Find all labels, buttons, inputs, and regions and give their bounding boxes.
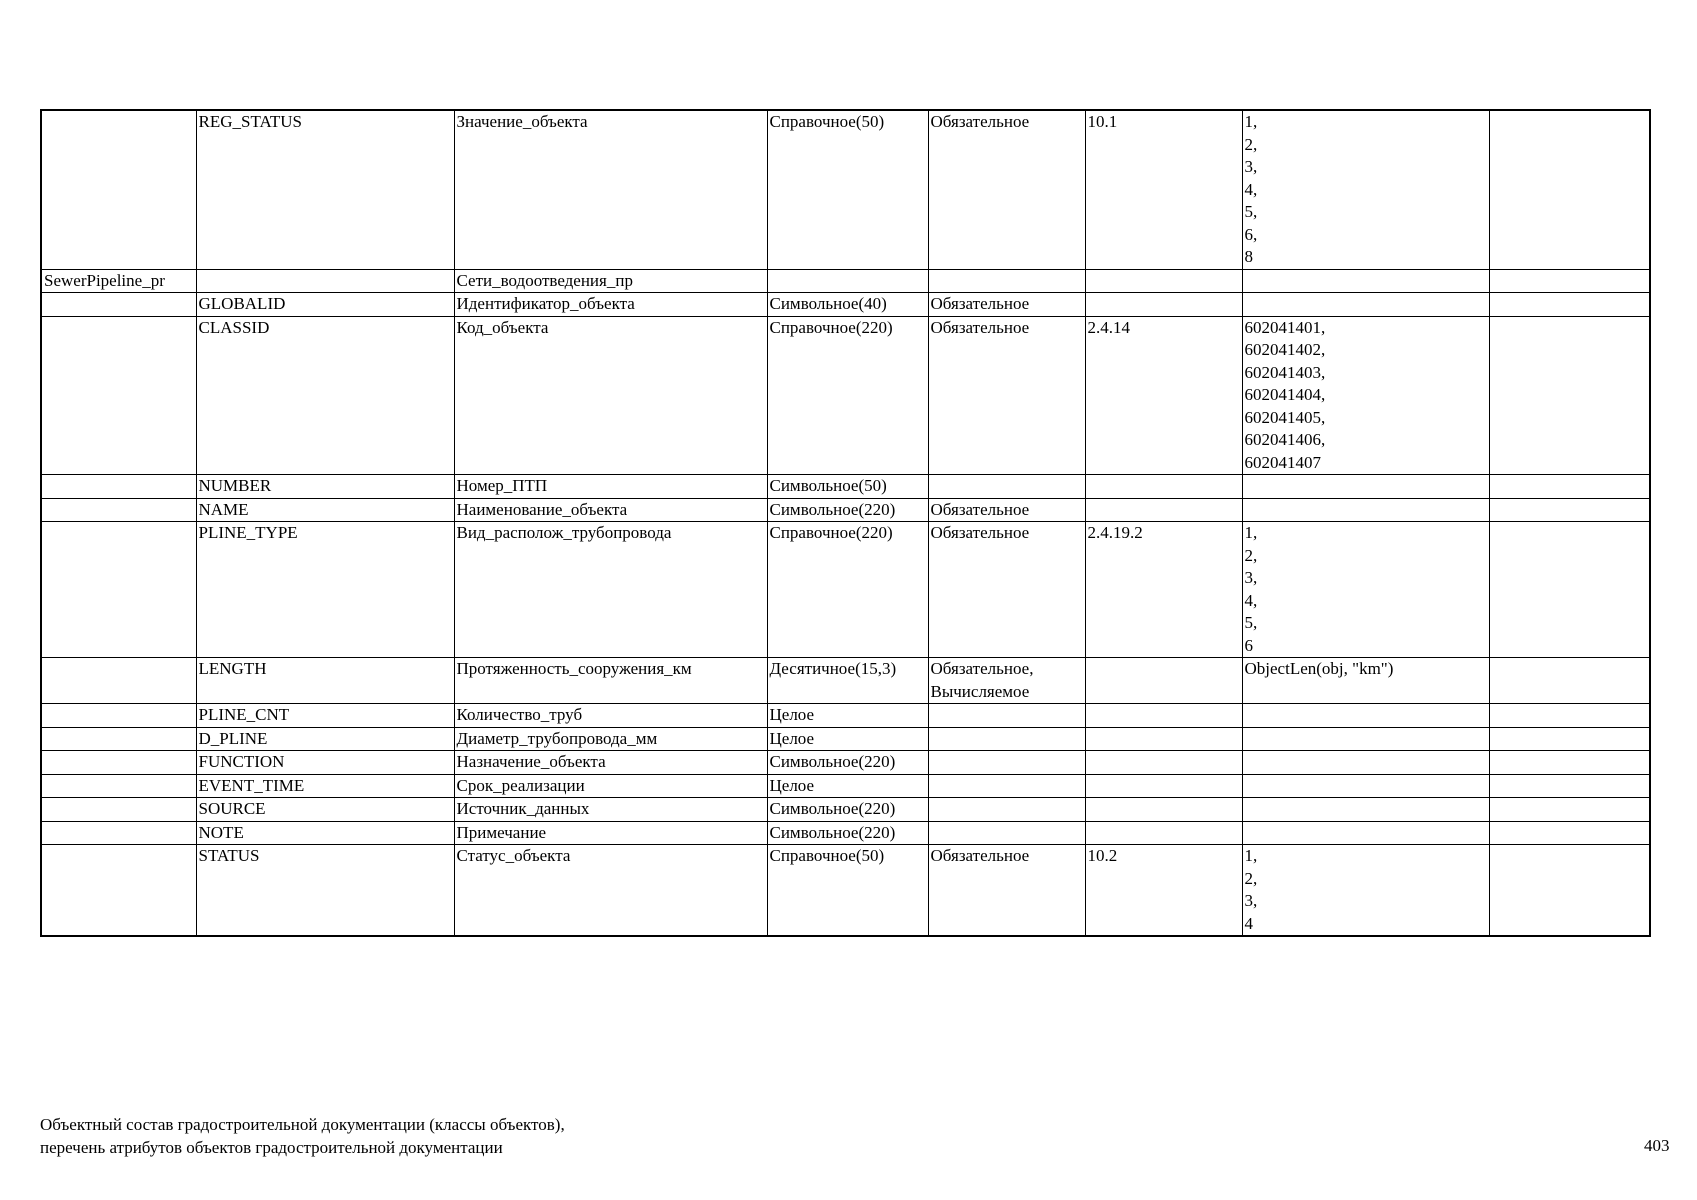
note-cell xyxy=(1489,110,1650,269)
reference-code-cell: 2.4.14 xyxy=(1085,316,1242,475)
field-required-cell xyxy=(928,821,1085,845)
field-name-cell: D_PLINE xyxy=(196,727,454,751)
table-row xyxy=(41,658,1650,704)
note-cell xyxy=(1489,293,1650,317)
field-required-cell xyxy=(928,727,1085,751)
table-row xyxy=(41,798,1650,822)
table-row xyxy=(41,774,1650,798)
field-required-line: Обязательное xyxy=(930,112,1030,131)
table-row xyxy=(41,475,1650,499)
field-type-cell: Символьное(50) xyxy=(767,475,928,499)
field-alias-cell: Источник_данных xyxy=(454,798,767,822)
table-row xyxy=(41,316,1650,475)
note-cell xyxy=(1489,845,1650,937)
allowed-values-cell xyxy=(1242,110,1489,269)
allowed-values-line: 602041406, xyxy=(1244,430,1326,449)
allowed-values-cell xyxy=(1242,498,1489,522)
field-type-cell: Символьное(220) xyxy=(767,498,928,522)
field-type-cell: Символьное(40) xyxy=(767,293,928,317)
allowed-values-line: 602041401, xyxy=(1244,317,1326,337)
object-class-cell xyxy=(41,498,196,522)
field-required-line: Обязательное xyxy=(930,846,1030,865)
object-class-cell xyxy=(41,821,196,845)
field-required-line: Обязательное, xyxy=(930,659,1034,678)
allowed-values-cell xyxy=(1242,727,1489,751)
object-class-cell: SewerPipeline_pr xyxy=(41,269,196,293)
field-alias-cell: Вид_располож_трубопровода xyxy=(454,522,767,658)
field-required-cell xyxy=(928,110,1085,269)
reference-code-cell: 10.1 xyxy=(1085,110,1242,269)
field-required-cell xyxy=(928,751,1085,775)
field-name-cell: SOURCE xyxy=(196,798,454,822)
field-alias-cell: Номер_ПТП xyxy=(454,475,767,499)
footer-caption xyxy=(40,1113,565,1159)
note-cell xyxy=(1489,751,1650,775)
allowed-values-cell xyxy=(1242,522,1489,658)
field-type-cell: Справочное(50) xyxy=(767,845,928,937)
field-name-cell: NAME xyxy=(196,498,454,522)
allowed-values-line: 2, xyxy=(1244,134,1258,154)
reference-code-cell xyxy=(1085,727,1242,751)
field-type-cell: Символьное(220) xyxy=(767,798,928,822)
reference-code-cell xyxy=(1085,498,1242,522)
note-cell xyxy=(1489,269,1650,293)
reference-code-cell: 10.2 xyxy=(1085,845,1242,937)
allowed-values-line: 3, xyxy=(1244,891,1258,910)
field-type-cell: Целое xyxy=(767,774,928,798)
field-alias-cell: Идентификатор_объекта xyxy=(454,293,767,317)
allowed-values-line: 6 xyxy=(1244,635,1253,655)
table-row xyxy=(41,821,1650,845)
allowed-values-cell xyxy=(1242,751,1489,775)
allowed-values-line: 3, xyxy=(1244,568,1258,587)
field-required-line: Обязательное xyxy=(930,294,1030,313)
attribute-table xyxy=(40,109,1651,937)
object-class-cell xyxy=(41,110,196,269)
note-cell xyxy=(1489,522,1650,658)
reference-code-cell xyxy=(1085,475,1242,499)
table-row xyxy=(41,704,1650,728)
field-alias-cell: Диаметр_трубопровода_мм xyxy=(454,727,767,751)
table-row xyxy=(41,293,1650,317)
field-required-cell xyxy=(928,845,1085,937)
note-cell xyxy=(1489,798,1650,822)
allowed-values-cell xyxy=(1242,821,1489,845)
field-name-cell: LENGTH xyxy=(196,658,454,704)
field-alias-cell: Сети_водоотведения_пр xyxy=(454,269,767,293)
field-alias-cell: Количество_труб xyxy=(454,704,767,728)
table-row xyxy=(41,269,1650,293)
reference-code-cell xyxy=(1085,293,1242,317)
allowed-values-line: 1, xyxy=(1244,846,1258,865)
field-type-cell: Справочное(220) xyxy=(767,522,928,658)
allowed-values-line: 2, xyxy=(1244,868,1258,888)
field-alias-cell: Назначение_объекта xyxy=(454,751,767,775)
field-required-cell xyxy=(928,774,1085,798)
field-alias-cell: Примечание xyxy=(454,821,767,845)
field-alias-cell: Протяженность_сооружения_км xyxy=(454,658,767,704)
object-class-cell xyxy=(41,845,196,937)
allowed-values-cell xyxy=(1242,475,1489,499)
note-cell xyxy=(1489,774,1650,798)
allowed-values-cell xyxy=(1242,704,1489,728)
field-name-cell: CLASSID xyxy=(196,316,454,475)
allowed-values-line: 4 xyxy=(1244,913,1253,933)
field-type-cell: Справочное(50) xyxy=(767,110,928,269)
field-name-cell: GLOBALID xyxy=(196,293,454,317)
allowed-values-line: 602041403, xyxy=(1244,362,1326,382)
allowed-values-cell xyxy=(1242,293,1489,317)
allowed-values-line: 1, xyxy=(1244,112,1258,131)
allowed-values-cell xyxy=(1242,798,1489,822)
table-row xyxy=(41,751,1650,775)
allowed-values-cell xyxy=(1242,316,1489,475)
object-class-cell xyxy=(41,751,196,775)
note-cell xyxy=(1489,727,1650,751)
field-type-cell xyxy=(767,269,928,293)
object-class-cell xyxy=(41,475,196,499)
reference-code-cell xyxy=(1085,269,1242,293)
field-type-cell: Десятичное(15,3) xyxy=(767,658,928,704)
note-cell xyxy=(1489,704,1650,728)
field-type-cell: Справочное(220) xyxy=(767,316,928,475)
field-alias-cell: Срок_реализации xyxy=(454,774,767,798)
field-alias-cell: Наименование_объекта xyxy=(454,498,767,522)
field-required-cell xyxy=(928,293,1085,317)
field-name-cell: EVENT_TIME xyxy=(196,774,454,798)
object-class-cell xyxy=(41,798,196,822)
field-type-cell: Целое xyxy=(767,704,928,728)
note-cell xyxy=(1489,658,1650,704)
object-class-cell xyxy=(41,316,196,475)
object-class-cell xyxy=(41,704,196,728)
field-required-line: Обязательное xyxy=(930,499,1030,519)
allowed-values-line: 2, xyxy=(1244,545,1258,565)
allowed-values-line: 8 xyxy=(1244,247,1253,266)
allowed-values-line: 602041407 xyxy=(1244,452,1321,472)
field-required-line: Обязательное xyxy=(930,523,1030,542)
note-cell xyxy=(1489,316,1650,475)
allowed-values-cell xyxy=(1242,658,1489,704)
allowed-values-line: 4, xyxy=(1244,179,1258,199)
field-required-cell xyxy=(928,658,1085,704)
field-required-cell xyxy=(928,475,1085,499)
object-class-cell xyxy=(41,727,196,751)
field-required-cell xyxy=(928,498,1085,522)
reference-code-cell xyxy=(1085,798,1242,822)
field-name-cell: FUNCTION xyxy=(196,751,454,775)
footer-caption-line-1: Объектный состав градостроительной документации (классы объектов), xyxy=(40,1115,565,1134)
allowed-values-cell xyxy=(1242,269,1489,293)
field-name-cell: STATUS xyxy=(196,845,454,937)
note-cell xyxy=(1489,475,1650,499)
field-required-line: Обязательное xyxy=(930,317,1030,337)
field-type-cell: Символьное(220) xyxy=(767,821,928,845)
field-name-cell: NOTE xyxy=(196,821,454,845)
field-alias-cell: Статус_объекта xyxy=(454,845,767,937)
footer-caption-line-2: перечень атрибутов объектов градостроительной документации xyxy=(40,1138,503,1157)
reference-code-cell xyxy=(1085,774,1242,798)
field-name-cell: REG_STATUS xyxy=(196,110,454,269)
allowed-values-line: ObjectLen(obj, "km") xyxy=(1244,659,1394,678)
field-alias-cell: Значение_объекта xyxy=(454,110,767,269)
object-class-cell xyxy=(41,522,196,658)
allowed-values-line: 1, xyxy=(1244,523,1258,542)
note-cell xyxy=(1489,498,1650,522)
table-row xyxy=(41,498,1650,522)
allowed-values-line: 602041404, xyxy=(1244,385,1326,404)
field-required-cell xyxy=(928,704,1085,728)
table-row xyxy=(41,845,1650,937)
allowed-values-line: 4, xyxy=(1244,590,1258,610)
allowed-values-line: 5, xyxy=(1244,202,1258,221)
attribute-table-body xyxy=(41,110,1650,936)
allowed-values-line: 602041405, xyxy=(1244,407,1326,427)
field-required-line: Вычисляемое xyxy=(930,681,1030,701)
table-row xyxy=(41,110,1650,269)
note-cell xyxy=(1489,821,1650,845)
field-name-cell xyxy=(196,269,454,293)
object-class-cell xyxy=(41,658,196,704)
allowed-values-line: 5, xyxy=(1244,613,1258,632)
reference-code-cell xyxy=(1085,658,1242,704)
field-name-cell: PLINE_TYPE xyxy=(196,522,454,658)
reference-code-cell xyxy=(1085,751,1242,775)
allowed-values-line: 602041402, xyxy=(1244,340,1326,359)
object-class-cell xyxy=(41,293,196,317)
field-alias-cell: Код_объекта xyxy=(454,316,767,475)
allowed-values-line: 6, xyxy=(1244,224,1258,244)
table-row xyxy=(41,522,1650,658)
field-required-cell xyxy=(928,316,1085,475)
allowed-values-cell xyxy=(1242,774,1489,798)
table-row xyxy=(41,727,1650,751)
field-required-cell xyxy=(928,269,1085,293)
allowed-values-line: 3, xyxy=(1244,157,1258,176)
field-required-cell xyxy=(928,798,1085,822)
allowed-values-cell xyxy=(1242,845,1489,937)
reference-code-cell: 2.4.19.2 xyxy=(1085,522,1242,658)
field-name-cell: NUMBER xyxy=(196,475,454,499)
reference-code-cell xyxy=(1085,821,1242,845)
field-name-cell: PLINE_CNT xyxy=(196,704,454,728)
page-number: 403 xyxy=(1644,1136,1670,1155)
reference-code-cell xyxy=(1085,704,1242,728)
object-class-cell xyxy=(41,774,196,798)
field-type-cell: Целое xyxy=(767,727,928,751)
field-required-cell xyxy=(928,522,1085,658)
field-type-cell: Символьное(220) xyxy=(767,751,928,775)
